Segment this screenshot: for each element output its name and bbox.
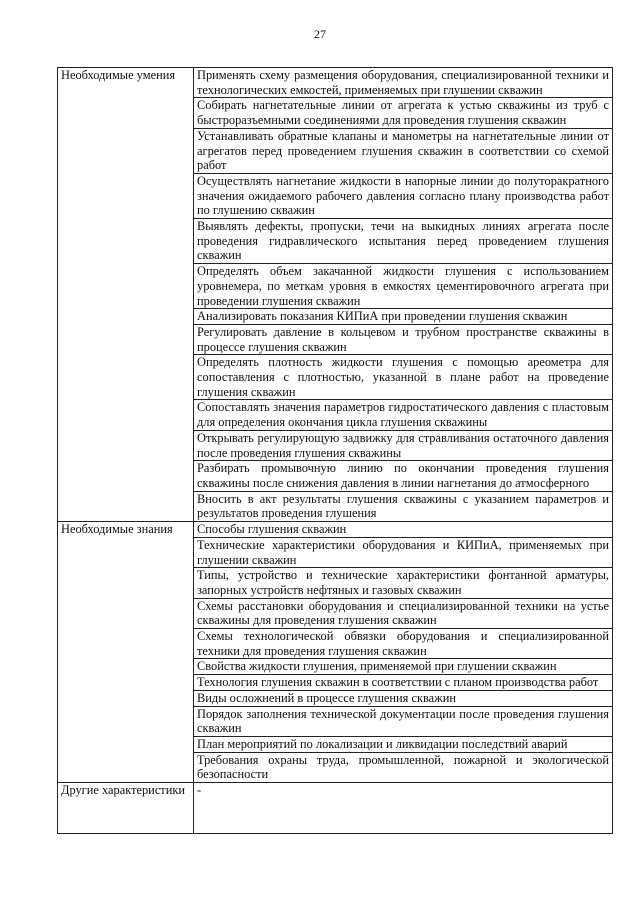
requirement-item: Определять объем закачанной жидкости глушения с использованием уровнемера, по меткам уровня в емкостях цементировочного агрегата при проведении глушения скважин bbox=[194, 264, 613, 309]
requirement-item: Свойства жидкости глушения, применяемой при глушении скважин bbox=[194, 659, 613, 675]
page-number: 27 bbox=[314, 27, 326, 41]
requirement-item: План мероприятий по локализации и ликвидации последствий аварий bbox=[194, 736, 613, 752]
requirement-item: Разбирать промывочную линию по окончании проведения глушения скважины после снижения давления в линии нагнетания до атмосферного bbox=[194, 461, 613, 491]
requirement-item: - bbox=[194, 783, 613, 834]
table-row bbox=[58, 522, 613, 538]
requirement-item: Типы, устройство и технические характеристики фонтанной арматуры, запорных устройств нефтяных и газовых скважин bbox=[194, 568, 613, 598]
table-row bbox=[58, 783, 613, 834]
requirements-table bbox=[57, 67, 613, 834]
requirements-table-body bbox=[58, 68, 613, 834]
requirement-item: Схемы технологической обвязки оборудования и специализированной техники для проведения глушения скважин bbox=[194, 629, 613, 659]
requirement-item: Регулировать давление в кольцевом и трубном пространстве скважины в процессе глушения скважин bbox=[194, 324, 613, 354]
requirement-item: Анализировать показания КИПиА при проведении глушения скважин bbox=[194, 309, 613, 325]
requirement-item: Технические характеристики оборудования и КИПиА, применяемых при глушении скважин bbox=[194, 537, 613, 567]
requirement-item: Открывать регулирующую задвижку для стравливания остаточного давления после проведения глушения скважины bbox=[194, 430, 613, 460]
requirement-item: Осуществлять нагнетание жидкости в напорные линии до полуторакратного значения ожидаемого рабочего давления согласно плану производства работ по глушению скважин bbox=[194, 173, 613, 218]
requirement-item: Порядок заполнения технической документации после проведения глушения скважин bbox=[194, 706, 613, 736]
section-label-skills: Необходимые умения bbox=[58, 68, 194, 522]
requirement-item: Устанавливать обратные клапаны и манометры на нагнетательные линии от агрегатов перед проведением глушения скважин в соответствии со схемой работ bbox=[194, 128, 613, 173]
requirement-item: Виды осложнений в процессе глушения скважин bbox=[194, 690, 613, 706]
requirement-item: Выявлять дефекты, пропуски, течи на выкидных линиях агрегата после проведения гидравлического испытания перед проведением глушения скважин bbox=[194, 219, 613, 264]
requirement-item: Способы глушения скважин bbox=[194, 522, 613, 538]
requirement-item: Определять плотность жидкости глушения с помощью ареометра для сопоставления с плотностью, указанной в плане работ на проведение глушения скважин bbox=[194, 355, 613, 400]
requirement-item: Применять схему размещения оборудования, специализированной техники и технологических емкостей, применяемых при глушении скважин bbox=[194, 68, 613, 98]
requirement-item: Вносить в акт результаты глушения скважины с указанием параметров и результатов проведения глушения bbox=[194, 491, 613, 521]
table-row bbox=[58, 68, 613, 98]
requirement-item: Собирать нагнетательные линии от агрегата к устью скважины из труб с быстроразъемными соединениями для проведения глушения скважин bbox=[194, 98, 613, 128]
section-label-knowledge: Необходимые знания bbox=[58, 522, 194, 783]
requirement-item: Технология глушения скважин в соответствии с планом производства работ bbox=[194, 675, 613, 691]
section-label-other: Другие характеристики bbox=[58, 783, 194, 834]
requirement-item: Сопоставлять значения параметров гидростатического давления с пластовым для определения окончания цикла глушения скважины bbox=[194, 400, 613, 430]
requirement-item: Требования охраны труда, промышленной, пожарной и экологической безопасности bbox=[194, 752, 613, 782]
requirement-item: Схемы расстановки оборудования и специализированной техники на устье скважины для проведения глушения скважин bbox=[194, 598, 613, 628]
